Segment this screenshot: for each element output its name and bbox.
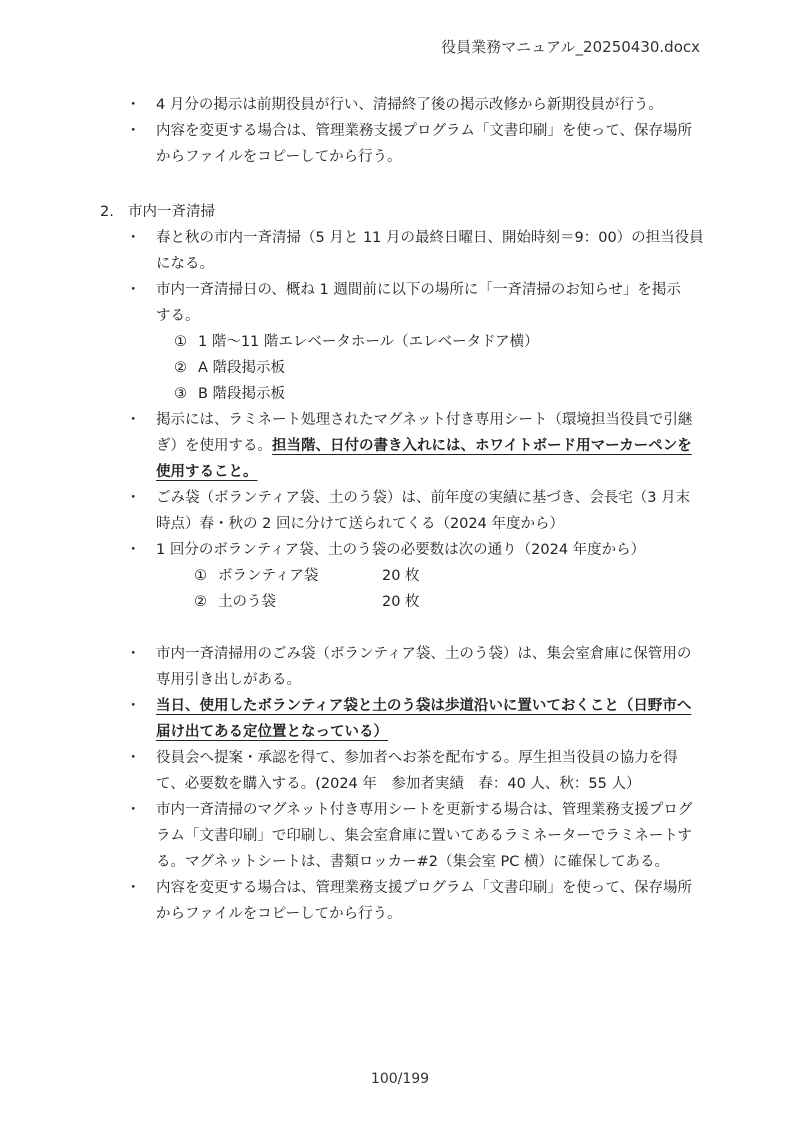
bullet-text: る。マグネットシートは、書類ロッカー#2（集会室 PC 横）に確保してある。 <box>156 854 670 870</box>
bullet-mark: ・ <box>126 230 141 246</box>
bullet-text: ごみ袋（ボランティア袋、土のう袋）は、前年度の実績に基づき、会長宅（3 月末 <box>156 490 691 506</box>
bullet-mark: ・ <box>126 802 141 818</box>
item-mark: ① <box>174 334 187 350</box>
emphasis-text: 担当階、日付の書き入れには、ホワイトボード用マーカーペンを <box>272 438 692 454</box>
bullet-text: て、必要数を購入する。(2024 年 参加者実績 春：40 人、秋：55 人） <box>156 776 641 792</box>
plain-text: ぎ）を使用する。 <box>156 438 272 454</box>
numbered-item <box>100 589 710 615</box>
bullet-mark: ・ <box>126 646 141 662</box>
list-item <box>100 407 710 485</box>
bullet-text-mixed <box>156 459 710 485</box>
bullet-text: 内容を変更する場合は、管理業務支援プログラム「文書印刷」を使って、保存場所 <box>156 880 693 896</box>
numbered-item <box>100 355 710 381</box>
page-number: 100/199 <box>370 1071 430 1087</box>
bullet-text: ラム「文書印刷」で印刷し、集会室倉庫に置いてあるラミネーターでラミネートす <box>156 828 692 844</box>
bullet-mark: ・ <box>126 490 141 506</box>
numbered-item <box>100 381 710 407</box>
bullet-text: 春と秋の市内一斉清掃（5 月と 11 月の最終日曜日、開始時刻＝9：00）の担当役員 <box>156 230 704 246</box>
bullet-text: 掲示には、ラミネート処理されたマグネット付き専用シート（環境担当役員で引継 <box>156 412 693 428</box>
bullet-mark: ・ <box>126 698 141 714</box>
bullet-text: 役員会へ提案・承認を得て、参加者へお茶を配布する。厚生担当役員の協力を得 <box>156 750 678 766</box>
bullet-text: する。 <box>156 308 200 324</box>
bullet-text: 時点）春・秋の 2 回に分けて送られてくる（2024 年度から） <box>156 516 564 532</box>
bullet-text-mixed <box>156 719 710 745</box>
bullet-mark: ・ <box>126 123 141 139</box>
bullet-mark: ・ <box>126 412 141 428</box>
section-heading <box>100 199 710 225</box>
item-mark: ② <box>194 594 207 610</box>
list-item <box>100 641 710 693</box>
list-item <box>100 118 710 170</box>
spacer <box>100 615 710 641</box>
item-mark: ① <box>194 568 207 584</box>
list-item <box>100 92 710 118</box>
document-body <box>100 92 710 927</box>
item-mark: ② <box>174 360 187 376</box>
item-name: 土のう袋 <box>218 594 276 610</box>
bullet-mark: ・ <box>126 542 141 558</box>
bullet-text: になる。 <box>156 256 214 272</box>
item-text: 1 階〜11 階エレベータホール（エレベータドア横） <box>198 334 539 350</box>
numbered-item <box>100 329 710 355</box>
emphasis-text: 届け出てある定位置となっている） <box>156 724 388 740</box>
list-item <box>100 745 710 797</box>
item-mark: ③ <box>174 386 187 402</box>
bullet-mark: ・ <box>126 282 141 298</box>
document-filename: 役員業務マニュアル_20250430.docx <box>441 38 700 56</box>
item-quantity: 20 枚 <box>382 568 420 584</box>
list-item <box>100 797 710 875</box>
item-text: A 階段掲示板 <box>198 360 286 376</box>
list-item <box>100 225 710 277</box>
bullet-mark: ・ <box>126 97 141 113</box>
bullet-text: 市内一斉清掃日の、概ね 1 週間前に以下の場所に「一斉清掃のお知らせ」を掲示 <box>156 282 681 298</box>
list-item <box>100 693 710 745</box>
bullet-text: 4 月分の掲示は前期役員が行い、清掃終了後の掲示改修から新期役員が行う。 <box>156 97 663 113</box>
list-item <box>100 875 710 927</box>
bullet-text: からファイルをコピーしてから行う。 <box>156 906 402 922</box>
bullet-text: 市内一斉清掃のマグネット付き専用シートを更新する場合は、管理業務支援プログ <box>156 802 693 818</box>
section-number: 2. <box>100 204 114 220</box>
list-item <box>100 277 710 329</box>
emphasis-text: 当日、使用したボランティア袋と土のう袋は歩道沿いに置いておくこと（日野市へ <box>156 698 692 714</box>
item-quantity: 20 枚 <box>382 594 420 610</box>
bullet-text-mixed <box>156 693 710 719</box>
bullet-text: からファイルをコピーしてから行う。 <box>156 149 402 165</box>
bullet-text: 専用引き出しがある。 <box>156 672 301 688</box>
numbered-item <box>100 563 710 589</box>
bullet-text-mixed <box>156 433 710 459</box>
bullet-text: 市内一斉清掃用のごみ袋（ボランティア袋、土のう袋）は、集会室倉庫に保管用の <box>156 646 692 662</box>
emphasis-text: 使用すること。 <box>156 464 258 480</box>
list-item <box>100 537 710 563</box>
bullet-mark: ・ <box>126 750 141 766</box>
bullet-text: 内容を変更する場合は、管理業務支援プログラム「文書印刷」を使って、保存場所 <box>156 123 693 139</box>
item-name: ボランティア袋 <box>218 568 319 584</box>
list-item <box>100 485 710 537</box>
bullet-text: 1 回分のボランティア袋、土のう袋の必要数は次の通り（2024 年度から） <box>156 542 646 558</box>
section-title: 市内一斉清掃 <box>128 204 215 220</box>
item-text: B 階段掲示板 <box>198 386 286 402</box>
bullet-mark: ・ <box>126 880 141 896</box>
